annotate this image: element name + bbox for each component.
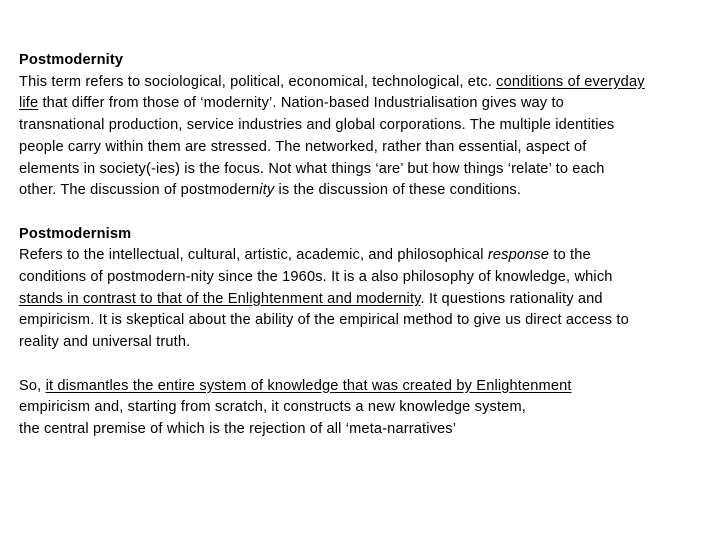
postmodernity-line-4: people carry within them are stressed. The networked, rather than essential, aspect of [19,138,587,155]
postmodernism-heading: Postmodernism [19,225,132,242]
slide-text [19,50,715,441]
underlined-term: conditions [496,73,564,90]
postmodernism-line-4: empiricism. It is skeptical about the ability of the empirical method to give us direct access to [19,312,629,329]
paragraph-gap [19,354,715,376]
postmodernity-line-1: This term refers to sociological, political, economical, technological, etc. conditions of everyday [19,73,645,90]
postmodernism-line-5: reality and universal truth. [19,334,191,351]
conclusion-line-2: empiricism and, starting from scratch, it constructs a new knowledge system, [19,399,526,416]
underlined-term: life [19,95,39,112]
postmodernism-line-2: conditions of postmodern-nity since the 1960s. It is a also philosophy of knowledge, which [19,269,613,286]
postmodernity-line-6: other. The discussion of postmodernity is the discussion of these conditions. [19,182,522,199]
underlined-phrase: stands in contrast to that of the Enlightenment and modernity [19,290,421,307]
italic-term: ity [259,182,275,199]
postmodernism-line-3: stands in contrast to that of the Enlightenment and modernity. It questions rationality and [19,290,603,307]
postmodernity-line-2: life that differ from those of ‘modernity’. Nation-based Industrialisation gives way to [19,95,564,112]
conclusion-line-1: So, it dismantles the entire system of knowledge that was created by Enlightenment [19,377,572,394]
italic-term: response [487,247,550,264]
postmodernity-line-3: transnational production, service industries and global corporations. The multiple identities [19,117,615,134]
postmodernity-heading: Postmodernity [19,52,124,68]
postmodernity-line-5: elements in society(-ies) is the focus. Not what things ‘are’ but how things ‘relate’ to each [19,160,605,177]
conclusion-line-3: the central premise of which is the rejection of all ‘meta-narratives’ [19,420,457,437]
postmodernism-line-1: Refers to the intellectual, cultural, artistic, academic, and philosophical response to the [19,247,591,264]
underlined-phrase: it dismantles the entire system of knowledge that was created by Enlightenment [45,377,572,394]
paragraph-gap [19,202,715,224]
